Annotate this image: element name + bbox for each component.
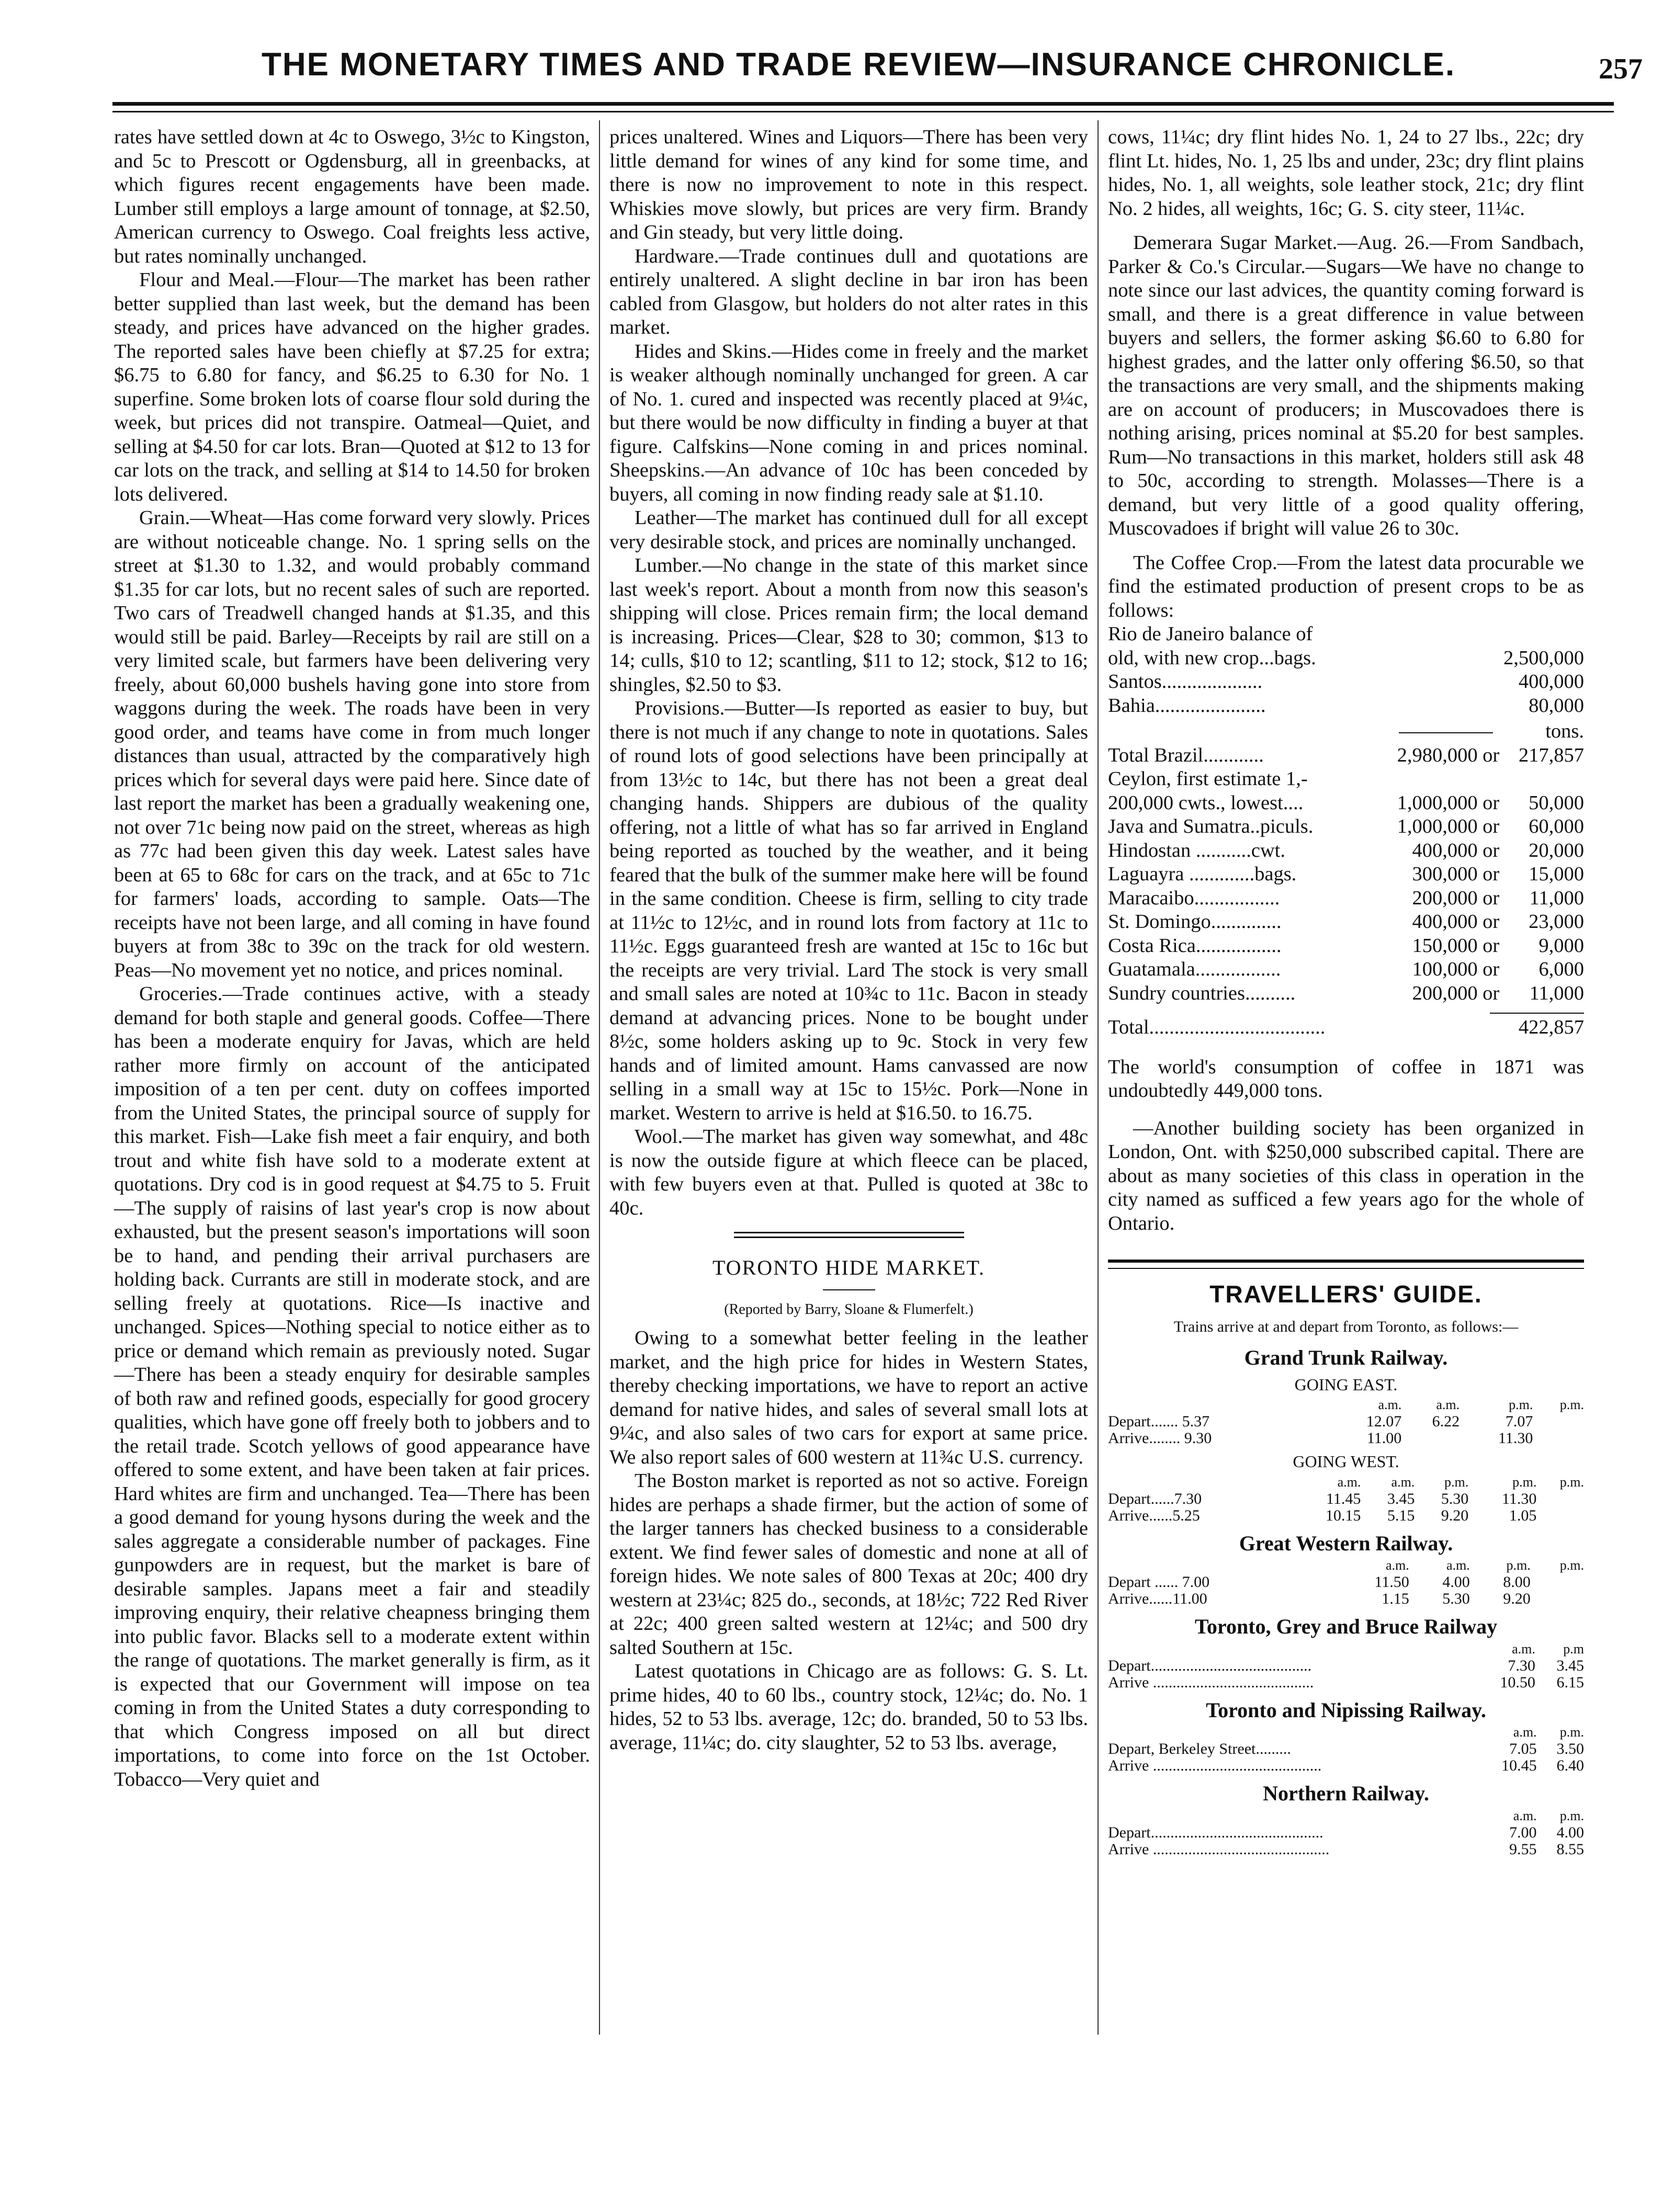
table-cell: 7.07	[1505, 1413, 1533, 1430]
table-cell: Arrive .............................................	[1108, 1840, 1330, 1858]
table-cell: Depart ...... 7.00	[1108, 1573, 1210, 1591]
table-row	[1108, 1413, 1584, 1430]
hide-market-reporter: (Reported by Barry, Sloane & Flumerfelt.)	[724, 1301, 974, 1318]
paragraph: Wool.—The market has given way somewhat, and 48c is now the outside figure at which fleece can be placed, with few buyers even at that. Pulled is quoted at 38c to 40c.	[609, 1126, 1088, 1219]
table-cell: 217,857	[1518, 744, 1584, 766]
table-cell: p.m	[1563, 1641, 1584, 1657]
paragraph: Grain.—Wheat—Has come forward very slowly. Prices are without noticeable change. No. 1 spring sells on the street at $1.30 to 1.32, and would probably command $1.35 for car lots, but no recent sales of such are reported. Two cars of Treadwell changed hands at $1.35, and this would still be paid. Barley—Receipts by rail are still on a very limited scale, but farmers have been delivering very freely, about 60,000 bushels having gone into store from waggons during the week. The roads have been in very good order, and teams have come in from much longer distances than usual, attracted by the comparatively high prices which for several days were paid here. Since date of last report the market has been a gradually weakening one, not over 71c being now paid on the street, whereas as high as 77c had been given this day week. Latest sales have been at 65 to 68c for cars on the track, and at 65c to 71c for farmers' loads, according to sample. Oats—The receipts have not been large, and all coming in have found buyers at from 38c to 39c on the track for old western. Peas—No movement yet no notice, and prices nominal.	[114, 507, 590, 981]
table-cell: a.m.	[1385, 1558, 1409, 1573]
paragraph: Leather—The market has continued dull for all except very desirable stock, and prices are nominally unchanged.	[609, 507, 1088, 553]
table-cell: 80,000	[1529, 694, 1584, 717]
timetable	[1108, 1397, 1584, 1447]
page-title: THE MONETARY TIMES AND TRADE REVIEW—INSURANCE CHRONICLE.	[262, 47, 1456, 83]
table-cell: Arrive........ 9.30	[1108, 1430, 1212, 1447]
table-cell: p.m.	[1506, 1558, 1531, 1573]
table-cell: 7.05	[1509, 1740, 1537, 1757]
table-header-row	[1108, 1808, 1584, 1824]
table-cell: 11.45	[1326, 1490, 1361, 1507]
paragraph: Demerara Sugar Market.—Aug. 26.—From Sandbach, Parker & Co.'s Circular.—Sugars—We have no change to note since our last advices, the quantity coming forward is small, and there is a great difference in value between buyers and sellers, the former asking $6.60 to 6.80 for highest grades, and the latter only offering $6.50, so that the transactions are very small, and the shipments making are on account of producers; in Muscovadoes there is nothing arising, prices nominal at $5.20 for best samples. Rum—No transactions in this market, holders still ask 48 to 50c, according to strength. Molasses—There is a demand, but very little of a good quality offering, Muscovadoes if bright will value 26 to 30c.	[1108, 232, 1584, 539]
table-row	[1108, 744, 1584, 768]
column-divider	[1098, 120, 1099, 2035]
table-cell: a.m.	[1436, 1397, 1460, 1412]
table-cell: p.m.	[1559, 1558, 1584, 1573]
table-cell: 6.40	[1556, 1757, 1584, 1774]
paragraph: rates have settled down at 4c to Oswego, 3½c to Kingston, and 5c to Prescott or Ogdensburg, all in greenbacks, at which figures recent engagements have been made. Lumber still employs a large amount of tonnage, at $2.50, American currency to Oswego. Coal freights less active, but rates nominally unchanged.	[114, 126, 590, 267]
table-cell: p.m.	[1559, 1808, 1584, 1823]
section-divider	[734, 1232, 964, 1238]
table-cell: p.m.	[1512, 1474, 1537, 1490]
table-cell: 6.15	[1556, 1673, 1584, 1691]
table-cell	[1478, 767, 1499, 791]
guide-title: TRAVELLERS' GUIDE.	[1209, 1280, 1483, 1308]
table-cell: Depart......7.30	[1108, 1490, 1202, 1507]
paragraph: Groceries.—Trade continues active, with a steady demand for both staple and general goods. Coffee—There has been a moderate enquiry for Javas, which are held rather more firmly on account of the anticipated imposition of a ten per cent. duty on coffees imported from the United States, the principal source of supply for this market. Fish—Lake fish meet a fair enquiry, and both trout and white fish have sold to a moderate extent at quotations. Dry cod is in good request at $4.75 to 5. Fruit—The supply of raisins of last year's crop is now about exhausted, but the present season's importations will soon be to hand, and pending their arrival purchasers are holding back. Currants are still in moderate stock, and are selling freely at quotations. Rice—Is inactive and unchanged. Spices—Nothing special to notice either as to price or demand which remain as previously noted. Sugar—There has been a steady enquiry for desirable samples of both raw and refined goods, especially for good grocery qualities, which have gone off freely both to jobbers and to the retail trade. Scotch yellows of good appearance have offered to some extent, and have been taken at fair prices. Hard whites are firm and unchanged. Tea—There has been a good demand for young hysons during the week and the sales aggregate a considerable number of packages. Fine gunpowders are in request, but the market is bare of desirable samples. Japans meet a fair and steadily improving enquiry, their relative cheapness bringing them into public favor. Blacks sell to a moderate extent within the range of quotations. The market generally is firm, as it is expected that our Government will impose on tea coming in from the United States a duty corresponding to that which Congress imposed on all but direct importations, to come into force on the 1st October. Tobacco—Very quiet and	[114, 983, 590, 1790]
table-row	[1108, 887, 1584, 911]
paragraph: The Coffee Crop.—From the latest data procurable we find the estimated production of present crops to be as follows:	[1108, 551, 1584, 621]
table-cell: 300,000	[1412, 863, 1478, 885]
table-row	[1108, 1507, 1584, 1524]
table-cell: 5.15	[1387, 1506, 1415, 1524]
table-cell: a.m.	[1512, 1641, 1535, 1657]
coffee-sep	[1108, 720, 1584, 744]
table-cell: 3.50	[1556, 1740, 1584, 1757]
table-cell: 11.30	[1498, 1430, 1533, 1447]
title-rule	[823, 1289, 875, 1290]
table-cell: 400,000	[1412, 911, 1478, 933]
table-row	[1108, 1491, 1584, 1507]
table-row	[1108, 1757, 1584, 1774]
page-number: 257	[1599, 53, 1643, 85]
table-cell: p.m.	[1559, 1725, 1584, 1740]
paragraph: cows, 11¼c; dry flint hides No. 1, 24 to 27 lbs., 22c; dry flint Lt. hides, No. 1, 25 lbs and under, 23c; dry flint plains hides, No. 1, all weights, sole leather stock, 21c; dry flint No. 2 hides, all weights, 16c; G. S. city steer, 11¼c.	[1108, 126, 1584, 220]
table-row	[1108, 958, 1584, 982]
table-cell: 100,000	[1412, 958, 1478, 980]
table-cell: Java and Sumatra..piculs.	[1108, 815, 1314, 837]
table-cell: or	[1483, 791, 1500, 814]
table-cell: 23,000	[1529, 911, 1584, 933]
table-cell: 11.50	[1374, 1573, 1409, 1591]
table-row	[1108, 1430, 1584, 1447]
table-row	[1108, 982, 1584, 1006]
table-cell: 8.55	[1556, 1840, 1584, 1858]
railway-name: Toronto and Nipissing Railway.	[1206, 1698, 1486, 1722]
table-cell: 20,000	[1529, 839, 1584, 861]
table-cell	[1108, 1724, 1476, 1741]
table-cell: 1,000,000	[1397, 791, 1478, 814]
table-cell: Arrive .........................................	[1108, 1673, 1314, 1691]
table-row	[1108, 863, 1584, 887]
table-row	[1108, 622, 1584, 646]
timetable	[1108, 1474, 1584, 1524]
table-row	[1108, 1741, 1584, 1757]
table-cell: a.m.	[1513, 1725, 1537, 1740]
table-cell: 11.30	[1501, 1490, 1537, 1507]
table-cell: 15,000	[1529, 863, 1584, 885]
table-cell: 3.45	[1387, 1490, 1415, 1507]
paragraph: Hardware.—Trade continues dull and quotations are entirely unaltered. A slight decline in bar iron has been cabled from Glasgow, but holders do not alter rates in this market.	[609, 245, 1088, 338]
table-cell: or	[1483, 982, 1500, 1004]
table-cell: 7.30	[1508, 1657, 1535, 1674]
table-cell: 400,000	[1518, 671, 1584, 693]
timetable	[1108, 1808, 1584, 1858]
table-cell: or	[1483, 744, 1500, 766]
table-cell: Bahia......................	[1108, 694, 1266, 717]
table-cell: 2,980,000	[1397, 744, 1478, 766]
table-cell: Arrive......11.00	[1108, 1590, 1207, 1607]
table-row	[1108, 694, 1584, 718]
table-header-row	[1108, 1397, 1584, 1413]
table-cell: 2,500,000	[1503, 646, 1584, 669]
guide-rule	[1108, 1260, 1584, 1269]
table-row	[1108, 1591, 1584, 1607]
sum-rule	[1399, 732, 1493, 733]
table-cell: 6,000	[1539, 958, 1584, 980]
table-row	[1108, 1841, 1584, 1858]
table-row	[1108, 1574, 1584, 1591]
table-cell: Sundry countries..........	[1108, 982, 1296, 1004]
table-cell: 1.15	[1382, 1590, 1409, 1607]
table-cell: 11,000	[1529, 887, 1584, 909]
table-cell: or	[1483, 958, 1500, 980]
table-row	[1108, 910, 1584, 934]
table-cell: Arrive......5.25	[1108, 1506, 1200, 1524]
table-cell: 4.00	[1556, 1823, 1584, 1841]
header-rule	[112, 102, 1614, 106]
railway-name: Great Western Railway.	[1239, 1531, 1453, 1555]
table-row	[1108, 670, 1584, 694]
coffee-total	[1108, 1016, 1584, 1040]
table-cell: 4.00	[1442, 1573, 1470, 1591]
table-cell: 60,000	[1529, 815, 1584, 837]
hide-market-title: TORONTO HIDE MARKET.	[712, 1256, 986, 1279]
table-cell: old, with new crop...bags.	[1108, 646, 1316, 669]
table-row	[1108, 1824, 1584, 1841]
table-cell: or	[1483, 934, 1500, 957]
total-value: 422,857	[1518, 1016, 1584, 1038]
table-cell: or	[1483, 815, 1500, 837]
table-row	[1108, 791, 1584, 815]
table-cell: Rio de Janeiro balance of	[1108, 623, 1313, 645]
table-cell: 200,000	[1412, 887, 1478, 909]
table-cell: 7.00	[1509, 1823, 1537, 1841]
table-cell: 11.00	[1366, 1430, 1402, 1447]
column-divider	[599, 120, 600, 2035]
table-row	[1108, 839, 1584, 863]
paragraph: —Another building society has been organized in London, Ont. with $250,000 subscribed capital. There are about as many societies of this class in operation in the city named as sufficed a few years ago for the whole of Ontario.	[1108, 1117, 1584, 1234]
tons-heading: tons.	[1545, 720, 1584, 742]
coffee-table-2	[1108, 744, 1584, 1006]
table-row	[1108, 1658, 1584, 1674]
table-header-row	[1108, 1641, 1584, 1658]
column-3	[1108, 126, 1584, 1858]
table-cell: St. Domingo..............	[1108, 911, 1282, 933]
table-cell: p.m.	[1559, 1397, 1584, 1412]
table-header-row	[1108, 1724, 1584, 1741]
coffee-table	[1108, 622, 1584, 718]
table-cell: 5.30	[1442, 1590, 1470, 1607]
table-cell: Depart....... 5.37	[1108, 1413, 1210, 1430]
table-cell: 9.55	[1509, 1840, 1537, 1858]
timetable	[1108, 1724, 1584, 1774]
table-cell	[1108, 1397, 1327, 1413]
railway-name: Northern Railway.	[1263, 1782, 1429, 1805]
table-cell	[1401, 1430, 1460, 1447]
table-cell: Santos....................	[1108, 671, 1263, 693]
table-cell: 50,000	[1529, 791, 1584, 814]
timetable	[1108, 1641, 1584, 1691]
table-cell: or	[1483, 911, 1500, 933]
timetable	[1108, 1557, 1584, 1607]
direction-heading: GOING WEST.	[1293, 1452, 1399, 1471]
table-cell: 12.07	[1366, 1413, 1402, 1430]
table-cell: Depart, Berkeley Street.........	[1108, 1740, 1291, 1757]
table-cell: a.m.	[1446, 1558, 1470, 1573]
table-cell: 6.22	[1432, 1413, 1460, 1430]
total-label: Total...................................	[1108, 1016, 1326, 1038]
table-cell: Costa Rica.................	[1108, 934, 1282, 957]
table-cell	[1499, 767, 1584, 791]
table-cell: 11,000	[1529, 982, 1584, 1004]
paragraph: Hides and Skins.—Hides come in freely and the market is weaker although nominally unchanged for green. A car of No. 1. cured and inspected was recently placed at 9¼c, but there would be now difficulty in finding a buyer at that figure. Calfskins—None coming in and prices nominal. Sheepskins.—An advance of 10c has been conceded by buyers, all coming in now finding ready sale at $1.10.	[609, 340, 1088, 505]
paragraph: The world's consumption of coffee in 1871 was undoubtedly 449,000 tons.	[1108, 1056, 1584, 1102]
table-cell: 10.45	[1501, 1757, 1537, 1774]
table-header-row	[1108, 1557, 1584, 1574]
table-cell: 150,000	[1412, 934, 1478, 957]
table-cell: Guatamala.................	[1108, 958, 1281, 980]
table-cell: 9.20	[1503, 1590, 1531, 1607]
table-header-row	[1108, 1474, 1584, 1491]
table-cell	[1108, 1808, 1489, 1824]
table-row	[1108, 934, 1584, 958]
table-cell: 1.05	[1509, 1506, 1537, 1524]
table-row	[1108, 815, 1584, 839]
paragraph: prices unaltered. Wines and Liquors—There has been very little demand for wines of any kind for some time, and there is now no improvement to note in this respect. Whiskies move slowly, but prices are very firm. Brandy and Gin steady, but very little doing.	[609, 126, 1088, 243]
table-cell: p.m.	[1444, 1474, 1469, 1490]
paragraph: Latest quotations in Chicago are as follows: G. S. Lt. prime hides, 40 to 60 lbs., country stock, 12¼c; do. No. 1 hides, 52 to 53 lbs. average, 12c; do. branded, 50 to 53 lbs. average, 11¼c; do. city slaughter, 52 to 53 lbs. average,	[609, 1660, 1088, 1754]
table-cell: 400,000	[1412, 839, 1478, 861]
table-cell: Hindostan ...........cwt.	[1108, 839, 1285, 861]
column-1	[114, 126, 590, 1791]
table-cell: a.m.	[1513, 1808, 1537, 1823]
table-cell: 1,000,000	[1397, 815, 1478, 837]
table-cell: Laguayra .............bags.	[1108, 863, 1297, 885]
paragraph: Owing to a somewhat better feeling in the leather market, and the high price for hides in Western States, thereby checking importations, we have to report an active demand for native hides, and sales of several small lots at 9¼c, and also sales of two cars for export at same price. We also report sales of 600 western at 11¾c U.S. currency.	[609, 1327, 1088, 1468]
table-cell: p.m.	[1559, 1474, 1584, 1490]
paragraph: Lumber.—No change in the state of this market since last week's report. About a month from now this season's shipping will close. Prices remain firm; the local demand is increasing. Prices—Clear, $28 to 30; common, $13 to 14; culls, $10 to 12; scantling, $11 to 12; stock, $12 to 16; shingles, $2.50 to $3.	[609, 554, 1088, 696]
table-cell: Total Brazil............	[1108, 744, 1264, 766]
table-cell: 9.20	[1441, 1506, 1469, 1524]
table-cell	[1451, 622, 1584, 646]
table-cell: 9,000	[1539, 934, 1584, 957]
page-header	[105, 25, 1643, 85]
column-2	[609, 126, 1088, 1755]
table-row	[1108, 1674, 1584, 1691]
table-cell: 5.30	[1441, 1490, 1469, 1507]
table-cell: Depart............................................	[1108, 1823, 1324, 1841]
table-cell	[1108, 1557, 1332, 1574]
table-row	[1108, 646, 1584, 671]
paragraph: The Boston market is reported as not so active. Foreign hides are perhaps a shade firmer, but the action of some of the larger tanners has checked business to a considerable extent. We find fewer sales of domestic and none at all of foreign hides. We note sales of 800 Texas at 20c; 400 dry western at 23¼c; 825 do., seconds, at 18½c; 722 Red River at 22c; 400 green salted western at 12¼c; and 500 dry salted Southern at 15c.	[609, 1470, 1088, 1659]
table-cell: or	[1483, 887, 1500, 909]
direction-heading: GOING EAST.	[1294, 1375, 1398, 1394]
table-cell: 8.00	[1503, 1573, 1531, 1591]
table-cell: Arrive ...........................................	[1108, 1757, 1322, 1774]
table-cell: 10.15	[1325, 1506, 1361, 1524]
table-cell	[1108, 1474, 1292, 1491]
table-cell: a.m.	[1391, 1474, 1415, 1490]
table-cell: Ceylon, first estimate 1,-	[1108, 768, 1308, 790]
header-rule-thin	[112, 111, 1614, 112]
table-cell: Depart.........................................	[1108, 1657, 1312, 1674]
table-cell: a.m.	[1378, 1397, 1402, 1412]
table-cell: a.m.	[1337, 1474, 1361, 1490]
table-cell: 3.45	[1556, 1657, 1584, 1674]
paragraph: Flour and Meal.—Flour—The market has been rather better supplied than last week, but the demand has been steady, and prices have advanced on the higher grades. The reported sales have been chiefly at $7.25 for extra; $6.75 to 6.80 for fancy, and $6.25 to 6.30 for No. 1 superfine. Some broken lots of coarse flour sold during the week, but prices did not transpire. Oatmeal—Quiet, and selling at $4.50 for car lots. Bran—Quoted at $12 to 13 for car lots on the track, and selling at $14 to 14.50 for broken lots delivered.	[114, 269, 590, 505]
table-cell: or	[1483, 863, 1500, 885]
guide-subtitle: Trains arrive at and depart from Toronto, as follows:—	[1173, 1318, 1519, 1335]
table-cell: or	[1483, 839, 1500, 861]
table-cell	[1108, 1641, 1473, 1658]
table-cell	[1374, 767, 1478, 791]
railway-name: Grand Trunk Railway.	[1244, 1346, 1448, 1369]
railway-name: Toronto, Grey and Bruce Railway	[1194, 1615, 1498, 1638]
table-cell: 200,000	[1412, 982, 1478, 1004]
table-cell: Maracaibo.................	[1108, 887, 1280, 909]
table-row	[1108, 767, 1584, 791]
paragraph: Provisions.—Butter—Is reported as easier to buy, but there is not much if any change to note in quotations. Sales of round lots of good selections have been principally at from 13½c to 14c, but there has not been a great deal changing hands. Shippers are dubious of the quality offering, not a little of what has so far arrived in England being reported as touched by the weather, and it being feared that the bulk of the summer make here will be found in the same condition. Cheese is firm, selling to city trade at 11½c to 12½c, and in round lots from factory at 11c to 11½c. Eggs guaranteed fresh are wanted at 15c to 16c but the receipts are very trivial. Lard The stock is very small and small sales are noted at 10¾c to 11c. Bacon in steady demand at advancing prices. None to be bought under 8½c, some holders asking up to 9c. Stock in very few hands and of limited amount. Hams canvassed are now selling in a small way at 15c to 15½c. Pork—None in market. Western to arrive is held at $16.50. to 16.75.	[609, 697, 1088, 1124]
table-cell: p.m.	[1509, 1397, 1533, 1412]
total-rule	[1490, 1013, 1584, 1014]
table-cell: 200,000 cwts., lowest....	[1108, 791, 1304, 814]
table-cell: 10.50	[1500, 1673, 1535, 1691]
